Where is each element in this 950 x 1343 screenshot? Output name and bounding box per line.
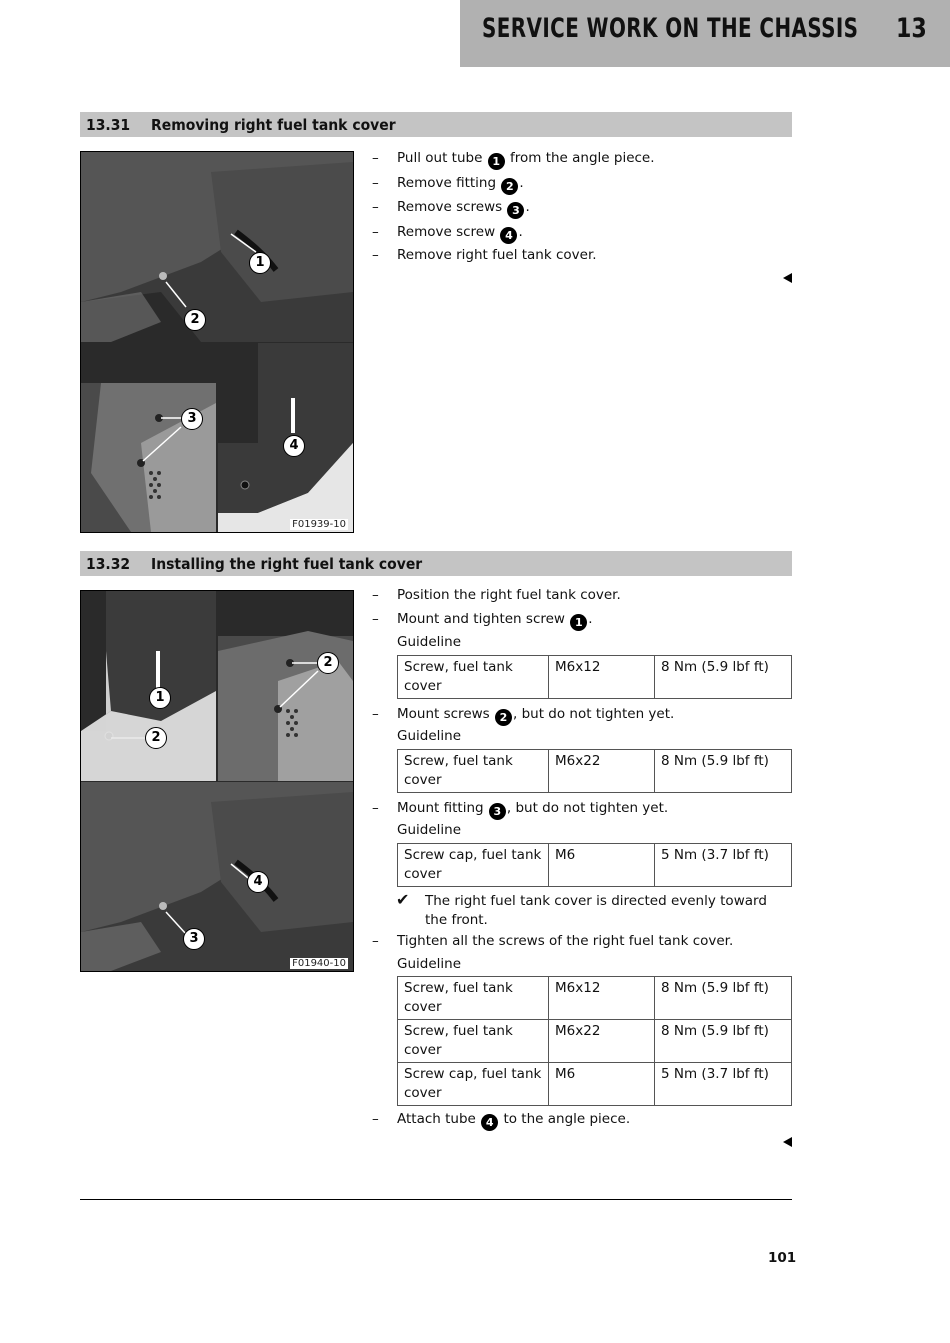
callout-marker: 2: [184, 309, 206, 331]
torque-table: [397, 976, 792, 1106]
step-bullet: –: [372, 150, 379, 166]
page-number: 101: [768, 1250, 797, 1266]
table-row: Screw, fuel tank cover M6x12 8 Nm (5.9 lbf ft): [398, 977, 792, 1020]
step-bullet: –: [372, 175, 379, 191]
figure-removing-cover: [80, 151, 354, 533]
step-bullet: –: [372, 933, 379, 949]
section-number: 13.31: [86, 116, 131, 134]
section-number: 13.32: [86, 555, 131, 573]
photo-cover-screws: [81, 343, 216, 532]
step-bullet: –: [372, 611, 379, 627]
table-row: Screw, fuel tank cover M6x22 8 Nm (5.9 lbf ft): [398, 1020, 792, 1063]
step-text: Position the right fuel tank cover.: [397, 587, 621, 603]
step-text: Remove screws 3 .: [397, 199, 530, 217]
step-bullet: –: [372, 800, 379, 816]
callout-marker: 4: [283, 435, 305, 457]
step-bullet: –: [372, 1111, 379, 1127]
photo-cover-front: [81, 591, 216, 781]
step-bullet: –: [372, 224, 379, 240]
step-bullet: –: [372, 706, 379, 722]
step-text: Mount screws 2 , but do not tighten yet.: [397, 706, 675, 724]
marker-badge: 3: [489, 803, 506, 820]
callout-marker: 1: [149, 687, 171, 709]
guideline-label: Guideline: [397, 634, 462, 650]
callout-marker: 1: [249, 252, 271, 274]
table-row: Screw cap, fuel tank cover M6 5 Nm (3.7 lbf ft): [398, 844, 792, 887]
torque-table: [397, 655, 792, 699]
step-text: Mount and tighten screw 1 .: [397, 611, 593, 629]
guideline-label: Guideline: [397, 956, 462, 972]
marker-badge: 4: [500, 227, 517, 244]
table-row: Screw cap, fuel tank cover M6 5 Nm (3.7 lbf ft): [398, 1063, 792, 1106]
marker-badge: 1: [488, 153, 505, 170]
photo-tank-side: [81, 152, 353, 342]
photo-cover-vent: [218, 591, 353, 781]
step-bullet: –: [372, 199, 379, 215]
step-text: Remove screw 4 .: [397, 224, 523, 242]
chapter-number: 13: [896, 13, 927, 44]
section-title: Installing the right fuel tank cover: [151, 555, 423, 573]
figure-installing-cover: [80, 590, 354, 972]
step-bullet: –: [372, 247, 379, 263]
marker-badge: 1: [570, 614, 587, 631]
table-row: Screw, fuel tank cover M6x22 8 Nm (5.9 lbf ft): [398, 750, 792, 793]
step-text: Pull out tube 1 from the angle piece.: [397, 150, 655, 168]
section-heading-13-32: [80, 551, 792, 576]
marker-badge: 3: [507, 202, 524, 219]
callout-marker: 4: [247, 871, 269, 893]
step-text: Tighten all the screws of the right fuel tank cover.: [397, 933, 734, 949]
footer-divider: [80, 1199, 792, 1200]
marker-badge: 2: [495, 709, 512, 726]
callout-marker: 2: [317, 652, 339, 674]
chapter-title: SERVICE WORK ON THE CHASSIS: [482, 13, 859, 44]
end-of-procedure-icon: [783, 273, 792, 283]
marker-badge: 2: [501, 178, 518, 195]
photo-tank-side-install: [81, 782, 353, 971]
torque-table: [397, 843, 792, 887]
section-title: Removing right fuel tank cover: [151, 116, 396, 134]
guideline-label: Guideline: [397, 822, 462, 838]
step-bullet: –: [372, 587, 379, 603]
step-text: Remove right fuel tank cover.: [397, 247, 597, 263]
step-text: Attach tube 4 to the angle piece.: [397, 1111, 631, 1129]
section-heading-13-31: [80, 112, 792, 137]
table-row: Screw, fuel tank cover M6x12 8 Nm (5.9 lbf ft): [398, 656, 792, 699]
callout-marker: 2: [145, 727, 167, 749]
figure-code: F01940-10: [292, 958, 346, 969]
step-text: Remove fitting 2 .: [397, 175, 524, 193]
photo-cover-screw-rear: [218, 343, 353, 532]
result-text: The right fuel tank cover is directed evenly toward the front.: [425, 893, 767, 928]
end-of-procedure-icon: [783, 1137, 792, 1147]
torque-table: [397, 749, 792, 793]
callout-marker: 3: [183, 928, 205, 950]
guideline-label: Guideline: [397, 728, 462, 744]
marker-badge: 4: [481, 1114, 498, 1131]
figure-code: F01939-10: [292, 519, 346, 530]
check-icon: ✔: [396, 890, 410, 909]
callout-marker: 3: [181, 408, 203, 430]
step-text: Mount fitting 3 , but do not tighten yet.: [397, 800, 669, 818]
